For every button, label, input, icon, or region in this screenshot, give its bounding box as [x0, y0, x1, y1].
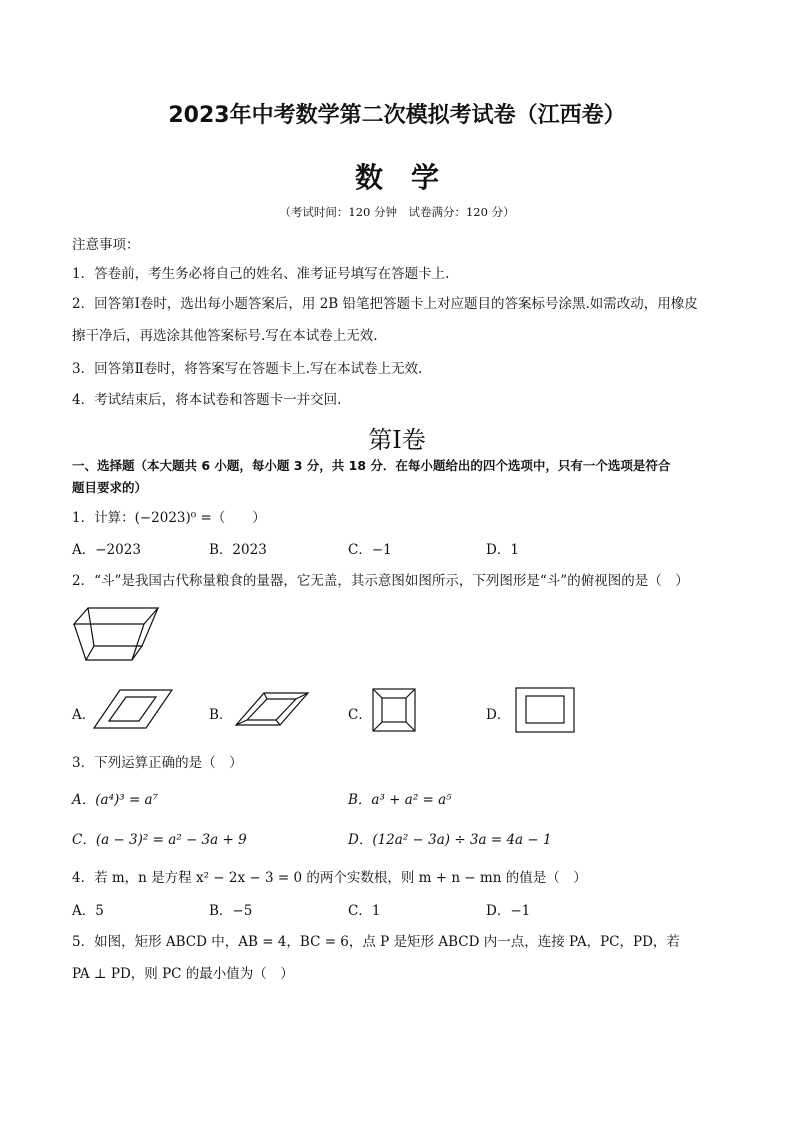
q3-option-c: C．(a − 3)² = a² − 3a + 9: [72, 832, 247, 848]
q4-option-b: B．−5: [209, 903, 253, 919]
q5-stem: 5．如图，矩形 ABCD 中，AB = 4，BC = 6，点 P 是矩形 ABCD 内一点，连接 PA，PC，PD，若: [72, 934, 680, 950]
notes-heading: 注意事项：: [72, 237, 140, 253]
q4-stem: 4．若 m，n 是方程 x² − 2x − 3 = 0 的两个实数根，则 m + n − mn 的值是（ ）: [72, 870, 587, 886]
subject-heading: 数 学: [354, 161, 439, 194]
q1-option-d: D．1: [486, 542, 519, 558]
part1-instructions: 一、选择题（本大题共 6 小题，每小题 3 分，共 18 分．在每小题给出的四个选项中，只有一个选项是符合: [72, 458, 671, 473]
q4-option-a: A．5: [72, 903, 104, 919]
q1-option-b: B．2023: [209, 542, 267, 558]
exam-title: 2023年中考数学第二次模拟考试卷（江西卷）: [168, 103, 626, 128]
dou-3d-figure: [70, 602, 162, 664]
q4-option-d: D．−1: [486, 903, 531, 919]
section-title: 第Ⅰ卷: [368, 426, 426, 454]
q2-option-d-figure: [515, 687, 575, 733]
note-item-1: 1．答卷前，考生务必将自己的姓名、准考证号填写在答题卡上.: [72, 266, 450, 282]
exam-info: （考试时间：120 分钟 试卷满分：120 分）: [279, 205, 515, 219]
q2-stem: 2．“斗”是我国古代称量粮食的量器，它无盖，其示意图如图所示，下列图形是“斗”的俯视图的是（ ）: [72, 573, 689, 589]
note-item-2: 2．回答第Ⅰ卷时，选出每小题答案后，用 2B 铅笔把答题卡上对应题目的答案标号涂黑.如需改动，用橡皮: [72, 296, 698, 312]
q3-option-d: D．(12a² − 3a) ÷ 3a = 4a − 1: [348, 832, 552, 848]
note-item-2-continued: 擦干净后，再选涂其他答案标号.写在本试卷上无效.: [72, 328, 378, 344]
q2-option-b-figure: [234, 689, 310, 729]
q5-stem-continued: PA ⊥ PD，则 PC 的最小值为（ ）: [72, 966, 294, 982]
q3-option-b: B．a³ + a² = a⁵: [348, 792, 452, 808]
q2-option-a-figure: [92, 688, 174, 730]
note-item-3: 3．回答第Ⅱ卷时，将答案写在答题卡上.写在本试卷上无效.: [72, 361, 423, 377]
q1-option-a: A．−2023: [72, 542, 141, 558]
q1-option-c: C．−1: [348, 542, 392, 558]
q4-option-c: C．1: [348, 903, 381, 919]
q2-option-d-label: D．: [486, 707, 511, 723]
q3-option-a: A．(a⁴)³ = a⁷: [72, 792, 159, 808]
q2-option-c-figure: [372, 688, 416, 732]
part1-instructions-continued: 题目要求的）: [72, 480, 148, 495]
q1-stem: 1．计算：(−2023)⁰ =（ ）: [72, 510, 266, 526]
q2-option-c-label: C．: [348, 707, 372, 723]
q2-option-a-label: A．: [72, 707, 96, 723]
q3-stem: 3．下列运算正确的是（ ）: [72, 755, 243, 771]
q2-option-b-label: B．: [209, 707, 233, 723]
note-item-4: 4．考试结束后，将本试卷和答题卡一并交回.: [72, 392, 342, 408]
